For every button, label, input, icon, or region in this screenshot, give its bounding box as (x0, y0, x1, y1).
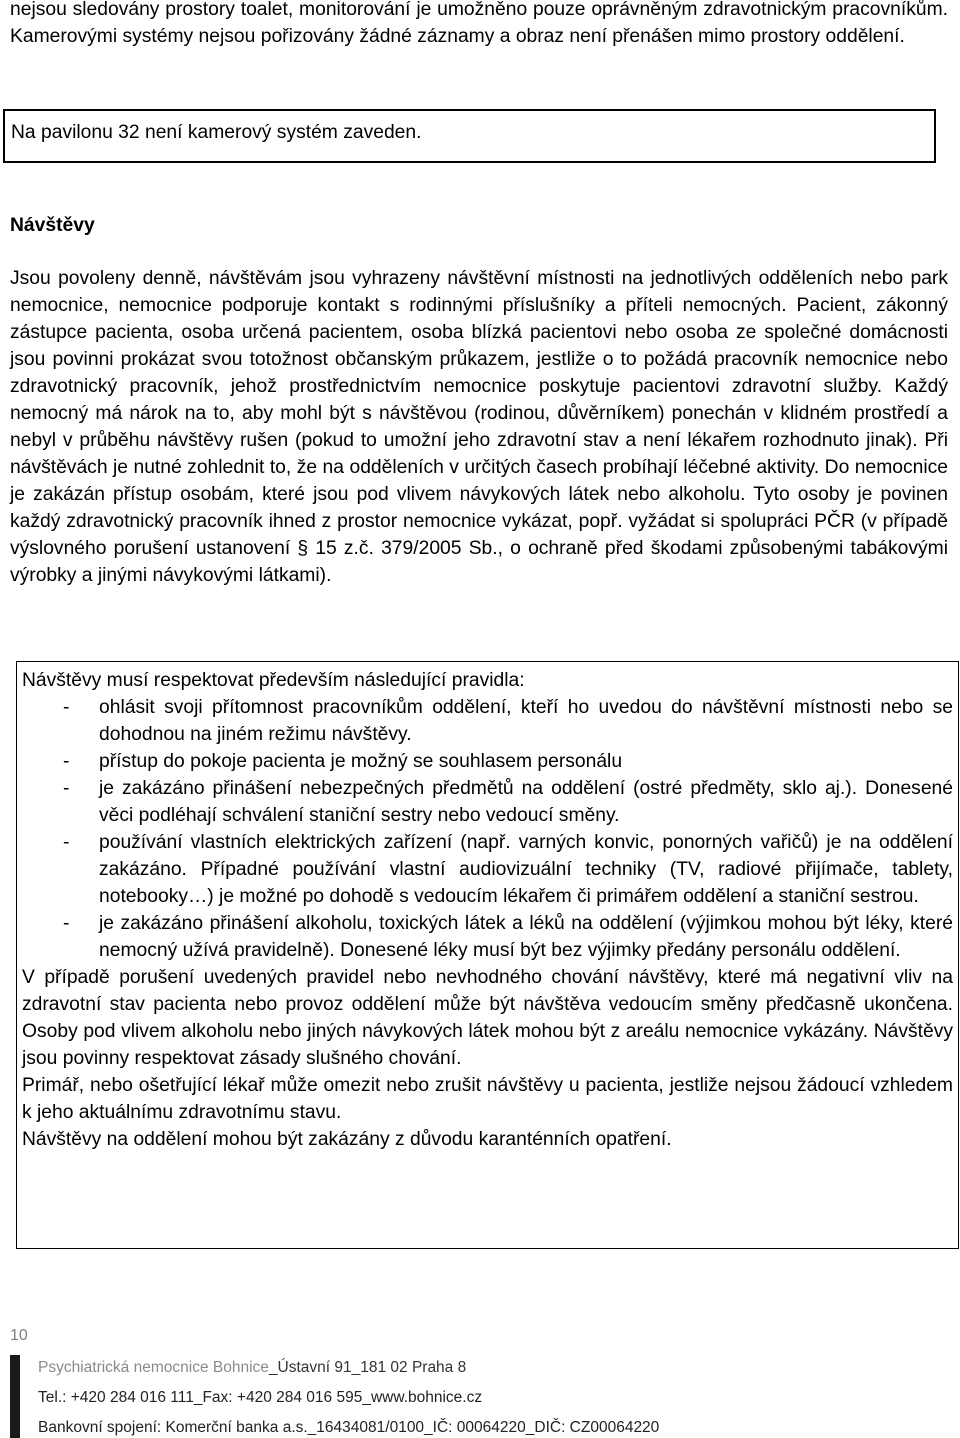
rules-intro: Návštěvy musí respektovat především následující pravidla: (22, 670, 525, 691)
list-dash: - (63, 751, 70, 772)
list-dash: - (63, 832, 70, 853)
page-number: 10 (10, 1327, 28, 1344)
footer-address: _Ústavní 91_181 02 Praha 8 (268, 1359, 467, 1376)
list-dash: - (63, 913, 70, 934)
rule-item (22, 748, 953, 775)
rule-text: je zakázáno přinášení alkoholu, toxických látek a léků na oddělení (výjimkou mohou být léky, které nemocný užívá pravidelně). Donesené léky musí být bez výjimky předány personálu oddělení. (99, 913, 953, 961)
footer-accent-bar (10, 1355, 20, 1438)
footer-address-line (38, 1358, 466, 1378)
rule-item (22, 694, 953, 748)
pavilion-note-text: Na pavilonu 32 není kamerový systém zaveden. (11, 122, 422, 143)
list-dash: - (63, 778, 70, 799)
violation-paragraph: V případě porušení uvedených pravidel nebo nevhodného chování návštěvy, které má negativní vliv na zdravotní stav pacienta nebo provoz oddělení může být návštěva vedoucím směny předčasně ukončena. Osoby pod vlivem alkoholu nebo jiných návykových látek mohou být z areálu nemocnice vykázány. Návštěvy jsou povinny respektovat zásady slušného chování. (22, 967, 953, 1069)
visit-rules-content (22, 667, 953, 1153)
footer-hospital-name: Psychiatrická nemocnice Bohnice (38, 1359, 269, 1376)
rule-text: používání vlastních elektrických zařízení (např. varných konvic, ponorných vařičů) je na oddělení zakázáno. Případné používání vlastní audiovizuální techniky (TV, radiové přijímače, tablety, notebooky…) je možné po dohodě s vedoucím lékařem či primářem oddělení a staniční sestrou. (99, 832, 953, 907)
rule-text: přístup do pokoje pacienta je možný se souhlasem personálu (99, 751, 623, 772)
primary-paragraph: Primář, nebo ošetřující lékař může omezit nebo zrušit návštěvy u pacienta, jestliže nejsou žádoucí vzhledem k jeho aktuálnímu zdravotnímu stavu. (22, 1075, 953, 1123)
rules-list (22, 694, 953, 964)
rule-item (22, 910, 953, 964)
visits-paragraph: Jsou povoleny denně, návštěvám jsou vyhrazeny návštěvní místnosti na jednotlivých odděleních nebo park nemocnice, nemocnice podporuje kontakt s rodinnými příslušníky a příteli nemocných. Pacient, zákonný zástupce pacienta, osoba určená pacientem, osoba blízká pacientovi nebo osoba ze společné domácnosti jsou povinni prokázat svou totožnost občanským průkazem, jestliže o to požádá pracovník nemocnice nebo zdravotnický pracovník, jehož prostřednictvím nemocnice poskytuje pacientovi zdravotní služby. Každý nemocný má nárok na to, aby mohl být s návštěvou (rodinou, důvěrníkem) ponechán v klidném prostředí a nebyl v průběhu návštěvy rušen (pokud to umožní jeho zdravotní stav a není lékařem rozhodnuto jinak). Při návštěvách je nutné zohlednit to, že na odděleních v určitých časech probíhají léčebné aktivity. Do nemocnice je zakázán přístup osobám, které jsou pod vlivem návykových látek nebo alkoholu. Tyto osoby je povinen každý zdravotnický pracovník ihned z prostor nemocnice vykázat, popř. vyžádat si spolupráci PČR (v případě výslovného porušení ustanovení § 15 z.č. 379/2005 Sb., o ochraně před škodami způsobenými tabákovými výrobky a jinými návykovými látkami). (10, 268, 948, 586)
section-heading-visits: Návštěvy (10, 215, 95, 236)
pavilion-note-box (3, 109, 936, 163)
quarantine-paragraph: Návštěvy na oddělení mohou být zakázány z důvodu karanténních opatření. (22, 1129, 672, 1150)
list-dash: - (63, 697, 70, 718)
rule-text: je zakázáno přinášení nebezpečných předmětů na oddělení (ostré předměty, sklo aj.). Donesené věci podléhají schválení staniční sestry nebo vedoucí směny. (99, 778, 953, 826)
footer-bank-info: Bankovní spojení: Komerční banka a.s._16434081/0100_IČ: 00064220_DIČ: CZ00064220 (38, 1419, 660, 1436)
visit-rules-box (16, 661, 959, 1249)
rule-item (22, 829, 953, 910)
intro-paragraph: nejsou sledovány prostory toalet, monitorování je umožněno pouze oprávněným zdravotnickým pracovníkům. Kamerovými systémy nejsou pořizovány žádné záznamy a obraz není přenášen mimo prostory oddělení. (10, 0, 948, 47)
rule-text: ohlásit svoji přítomnost pracovníkům oddělení, kteří ho uvedou do návštěvní místnosti nebo se dohodnou na jiném režimu návštěvy. (99, 697, 953, 745)
rule-item (22, 775, 953, 829)
footer-contacts: Tel.: +420 284 016 111_Fax: +420 284 016 595_www.bohnice.cz (38, 1389, 483, 1406)
